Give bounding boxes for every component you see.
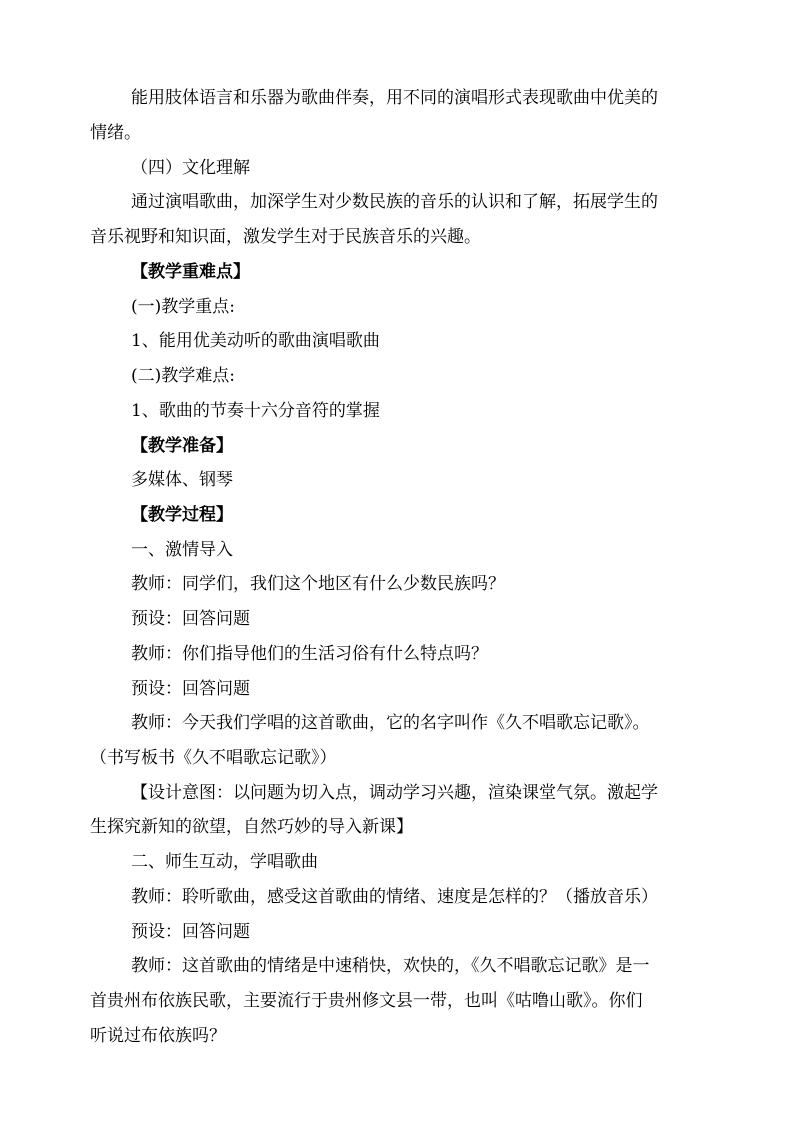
dialogue-line: 预设：回答问题 bbox=[131, 609, 250, 629]
section-heading: 【教学重难点】 bbox=[131, 262, 250, 282]
list-item: 1、歌曲的节奏十六分音符的掌握 bbox=[131, 401, 380, 421]
paragraph-line: 情绪。 bbox=[90, 123, 141, 143]
paragraph-line: 能用肢体语言和乐器为歌曲伴奏，用不同的演唱形式表现歌曲中优美的 bbox=[131, 88, 658, 108]
paragraph-line: 听说过布依族吗？ bbox=[90, 1026, 226, 1046]
dialogue-line: 教师：聆听歌曲，感受这首歌曲的情绪、速度是怎样的？（播放音乐） bbox=[131, 887, 658, 907]
dialogue-line: 教师：今天我们学唱的这首歌曲，它的名字叫作《久不唱歌忘记歌》。 bbox=[131, 713, 650, 733]
section-heading: 【教学过程】 bbox=[131, 505, 233, 525]
dialogue-line: 教师：你们指导他们的生活习俗有什么特点吗？ bbox=[131, 644, 488, 664]
design-intent-note: 生探究新知的欲望，自然巧妙的导入新课】 bbox=[90, 817, 413, 837]
section-heading: 【教学准备】 bbox=[131, 436, 233, 456]
list-item: 1、能用优美动听的歌曲演唱歌曲 bbox=[131, 331, 380, 351]
paragraph-line: 首贵州布依族民歌，主要流行于贵州修文县一带，也叫《咕噜山歌》。你们 bbox=[90, 991, 643, 1011]
subsection-heading: 一、激情导入 bbox=[131, 540, 233, 560]
dialogue-line: 预设：回答问题 bbox=[131, 922, 250, 942]
paragraph-line: 音乐视野和知识面，激发学生对于民族音乐的兴趣。 bbox=[90, 227, 481, 247]
dialogue-line: 教师：这首歌曲的情绪是中速稍快，欢快的，《久不唱歌忘记歌》是一 bbox=[131, 956, 650, 976]
design-intent-note: 【设计意图：以问题为切入点，调动学习兴趣，渲染课堂气氛。激起学 bbox=[131, 783, 658, 803]
subsection-heading: (一)教学重点: bbox=[131, 297, 235, 317]
dialogue-line: 教师：同学们，我们这个地区有什么少数民族吗？ bbox=[131, 574, 505, 594]
paragraph-line: 多媒体、钢琴 bbox=[131, 470, 233, 490]
section-heading: （四）文化理解 bbox=[131, 158, 250, 178]
subsection-heading: (二)教学难点: bbox=[131, 366, 235, 386]
subsection-heading: 二、师生互动，学唱歌曲 bbox=[131, 852, 318, 872]
paragraph-line: （书写板书《久不唱歌忘记歌》） bbox=[90, 748, 337, 768]
dialogue-line: 预设：回答问题 bbox=[131, 679, 250, 699]
paragraph-line: 通过演唱歌曲，加深学生对少数民族的音乐的认识和了解，拓展学生的 bbox=[131, 192, 658, 212]
